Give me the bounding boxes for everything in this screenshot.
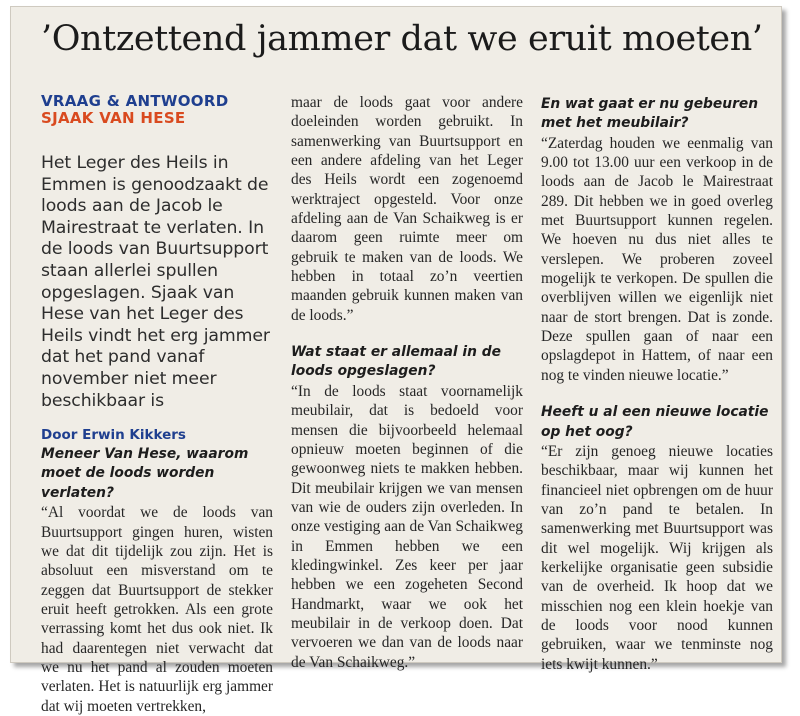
- answer-4: “Er zijn genoeg nieuwe locaties beschikbaar, maar wij kunnen het financieel niet opbrengen om de huur van zo’n pand te betalen. In samenwerking met Buurtsupport was dit wel mogelijk. Wij krijgen als kerkelijke organisatie geen subsidie van de overheid. Ik hoop dat we misschien nog een klein hoekje van de loods voor nood kunnen gebruiken, waar we tenminste nog iets kwijt kunnen.”: [541, 442, 773, 673]
- byline: Door Erwin Kikkers: [41, 427, 186, 444]
- column-2: [291, 93, 523, 672]
- question-1: Meneer Van Hese, waarom moet de loods worden verlaten?: [41, 446, 249, 501]
- column-1: [41, 93, 273, 716]
- question-2: Wat staat er allemaal in de loods opgeslagen?: [291, 344, 502, 380]
- question-4: Heeft u al een nieuwe locatie op het oog?: [541, 404, 769, 440]
- answer-3: “Zaterdag houden we eenmalig van 9.00 tot 13.00 uur een verkoop in de loods aan de Jacob le Mairestraat 289. Dit hebben we in goed overleg met Buurtsupport kunnen regelen. We hoeven nu dus niet alles te verslepen. We proberen zoveel mogelijk te verkopen. De spullen die overblijven willen we eigenlijk niet naar de stort brengen. Dat is zonde. Deze spullen gaan of naar een opslagdepot in Hattem, of naar een nog te vinden nieuwe locatie.”: [541, 134, 773, 384]
- rubric-label: VRAAG & ANTWOORD: [41, 92, 229, 110]
- column-3: [541, 93, 773, 674]
- question-3: En wat gaat er nu gebeuren met het meubilair?: [541, 96, 759, 132]
- headline: ’Ontzettend jammer dat we eruit moeten’: [41, 19, 763, 59]
- intro-paragraph: Het Leger des Heils in Emmen is genoodzaakt de loods aan de Jacob le Mairestraat te verlaten. In de loods van Buurtsupport staan allerlei spullen opgeslagen. Sjaak van Hese van het Leger des Heils vindt het erg jammer dat het pand vanaf november niet meer beschikbaar is: [41, 153, 270, 411]
- answer-1-part-2: maar de loods gaat voor andere doeleinden worden gebruikt. In samenwerking van Buurtsupport en een andere afdeling van het Leger des Heils wordt een zogenoemd werktraject opgesteld. Voor onze afdeling aan de Van Schaikweg is er daarom geen ruimte meer om gebruik te maken van de loods. We hebben in totaal zo’n veertien maanden gebruik kunnen maken van de loods.”: [291, 94, 523, 324]
- answer-1-part-1: “Al voordat we de loods van Buurtsupport gingen huren, wisten we dat dit tijdelijk zou zijn. Het is absoluut een misverstand om te zeggen dat Buurtsupport de stekker eruit heeft getrokken. Als een grote verrassing komt het dus ook niet. Ik had daarentegen niet verwacht dat we nu het pand al zouden moeten verlaten. Het is natuurlijk erg jammer dat wij moeten vertrekken,: [41, 504, 273, 715]
- interviewee-name: SJAAK VAN HESE: [41, 109, 186, 127]
- newspaper-clipping: [10, 6, 782, 715]
- answer-2: “In de loods staat voornamelijk meubilair, dat is bedoeld voor mensen die bijvoorbeeld helemaal opnieuw moeten beginnen of die gewoonweg niets te makken hebben. Dit meubilair krijgen we van mensen van wie de ouders zijn overleden. In onze vestiging aan de Van Schaikweg in Emmen hebben we een kledingwinkel. Zes keer per jaar hebben we een zogeheten Second Handmarkt, waar we ook het meubilair in de verkoop doen. Dat vervoeren we dan van de loods naar de Van Schaikweg.”: [291, 382, 523, 671]
